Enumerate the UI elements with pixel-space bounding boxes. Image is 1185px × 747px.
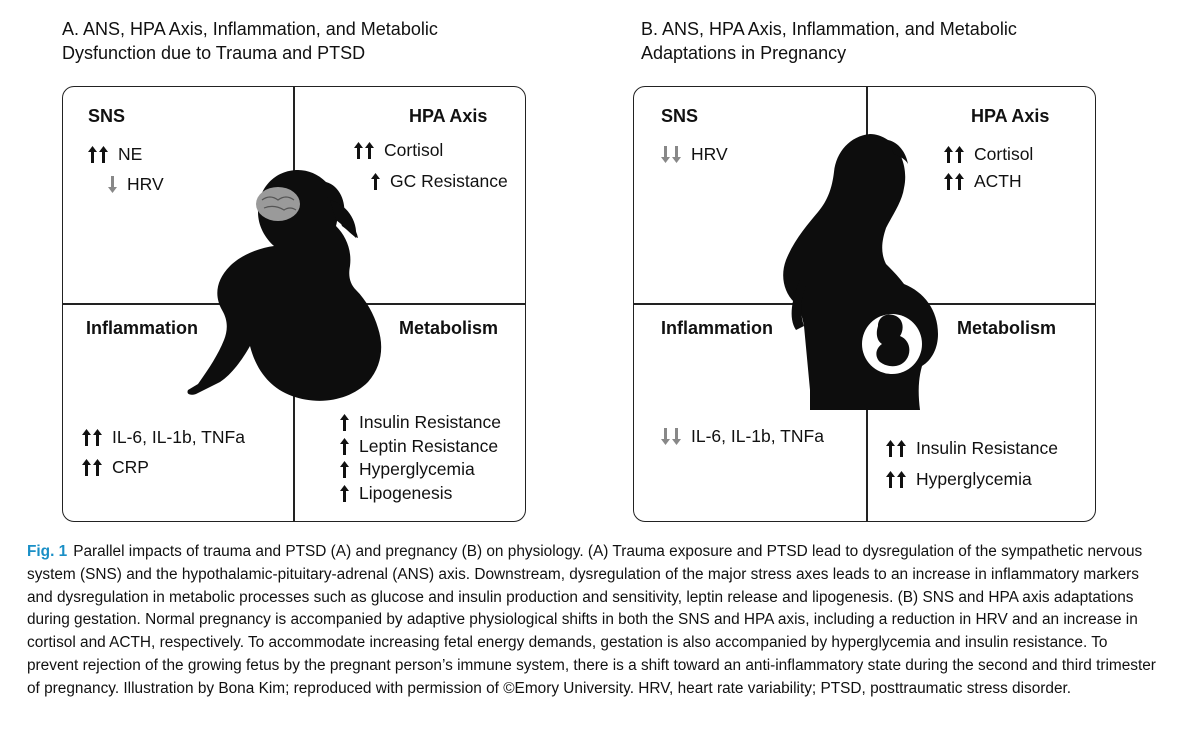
panel-a-metabolism-label-lipogenesis: Lipogenesis [359, 483, 453, 503]
panel-b-title-line2: Adaptations in Pregnancy [641, 43, 847, 63]
panel-a-metabolism-item-insulin [340, 412, 501, 433]
double-up-arrow-icon [82, 429, 102, 446]
panel-b-hpa-label-acth: ACTH [974, 171, 1022, 191]
panel-a-metabolism-heading: Metabolism [399, 318, 499, 338]
panel-a-inflammation-label-crp: CRP [112, 457, 149, 477]
down-arrow-icon [108, 176, 117, 193]
panel-a-metabolism-label-insulin: Insulin Resistance [359, 412, 502, 432]
up-arrow-icon [340, 414, 349, 431]
panel-a-metabolism-item-lipogenesis [340, 483, 452, 504]
double-up-arrow-icon [88, 146, 108, 163]
figure-caption-label: Fig. 1 [27, 543, 68, 560]
panel-b-metabolism-heading: Metabolism [957, 318, 1057, 338]
panel-b-title [641, 17, 1017, 65]
up-arrow-icon [340, 438, 349, 455]
panel-b-hpa-item-cortisol [944, 144, 1033, 165]
figure-caption-text: Parallel impacts of trauma and PTSD (A) and pregnancy (B) on physiology. (A) Trauma exposure and PTSD lead to dysregulation of the sympathetic nervous system (SNS) and the hypothalamic-pituitary-adrenal (ANS) axis. Downstream, dysregulation of the major stress axes leads to an increase in inflammatory markers and dysregulation in metabolic processes such as glucose and insulin production and sensitivity, leptin release and lipogenesis. (B) SNS and HPA axis adaptations during gestation. Normal pregnancy is accompanied by adaptive physiological shifts in both the SNS and HPA axis, including a reduction in HRV and an increase in cortisol and ACTH, respectively. To accommodate increasing fetal energy demands, gestation is also accompanied by hyperglycemia and insulin resistance. To prevent rejection of the growing fetus by the pregnant person’s immune system, there is a shift toward an anti-inflammatory state during the second and third trimester of pregnancy. Illustration by Bona Kim; reproduced with permission of ©Emory University. HRV, heart rate variability; PTSD, posttraumatic stress disorder. [27, 543, 1156, 697]
panel-a-hpa-heading: HPA Axis [409, 106, 488, 126]
panel-a-metabolism-label-leptin: Leptin Resistance [359, 436, 499, 456]
sitting-person-silhouette-icon [180, 160, 410, 410]
double-up-arrow-icon [944, 173, 964, 190]
panel-a-sns-label-hrv: HRV [127, 174, 164, 194]
double-up-arrow-icon [886, 440, 906, 457]
panel-b-metabolism-item-insulin [886, 438, 1058, 459]
panel-b-hpa-heading: HPA Axis [971, 106, 1050, 126]
panel-b-inflammation-item-cytokines [661, 426, 824, 447]
pregnant-person-silhouette-icon [770, 130, 950, 410]
double-up-arrow-icon [354, 142, 374, 159]
up-arrow-icon [340, 461, 349, 478]
panel-b-inflammation-label-cytokines: IL-6, IL-1b, TNFa [691, 426, 824, 446]
panel-b-hpa-item-acth [944, 171, 1022, 192]
panel-a-hpa-item-gc [371, 171, 508, 192]
panel-a-inflammation-item-cytokines [82, 427, 245, 448]
panel-a-sns-item-ne [88, 144, 142, 165]
panel-a-metabolism-item-hyperglycemia [340, 459, 475, 480]
panel-a-sns-heading: SNS [88, 106, 126, 126]
panel-a-hpa-item-cortisol [354, 140, 443, 161]
figure-caption [27, 541, 1162, 701]
double-up-arrow-icon [82, 459, 102, 476]
panel-b-sns-label-hrv: HRV [691, 144, 728, 164]
double-down-arrow-icon [661, 428, 681, 445]
double-down-arrow-icon [661, 146, 681, 163]
up-arrow-icon [340, 485, 349, 502]
panel-a-title-line2: Dysfunction due to Trauma and PTSD [62, 43, 366, 63]
panel-b-metabolism-item-hyperglycemia [886, 469, 1032, 490]
panel-a-hpa-label-cortisol: Cortisol [384, 140, 444, 160]
brain-icon [256, 187, 300, 221]
panel-a-sns-item-hrv [108, 174, 164, 195]
panel-a-sns-label-ne: NE [118, 144, 143, 164]
panel-a-inflammation-label-cytokines: IL-6, IL-1b, TNFa [112, 427, 245, 447]
panel-b-metabolism-label-insulin: Insulin Resistance [916, 438, 1059, 458]
panel-b-hpa-label-cortisol: Cortisol [974, 144, 1034, 164]
panel-b-title-line1: B. ANS, HPA Axis, Inflammation, and Metabolic [641, 19, 1017, 39]
panel-b-sns-heading: SNS [661, 106, 699, 126]
panel-a-title [62, 17, 438, 65]
panel-a-title-line1: A. ANS, HPA Axis, Inflammation, and Metabolic [62, 19, 438, 39]
panel-a-metabolism-item-leptin [340, 436, 498, 457]
panel-a-metabolism-label-hyperglycemia: Hyperglycemia [359, 459, 475, 479]
double-up-arrow-icon [886, 471, 906, 488]
up-arrow-icon [371, 173, 380, 190]
panel-a-inflammation-item-crp [82, 457, 149, 478]
panel-a-inflammation-heading: Inflammation [86, 318, 199, 338]
panel-b-inflammation-heading: Inflammation [661, 318, 774, 338]
panel-b-sns-item-hrv [661, 144, 728, 165]
panel-b-metabolism-label-hyperglycemia: Hyperglycemia [916, 469, 1032, 489]
double-up-arrow-icon [944, 146, 964, 163]
panel-a-hpa-label-gc: GC Resistance [390, 171, 508, 191]
